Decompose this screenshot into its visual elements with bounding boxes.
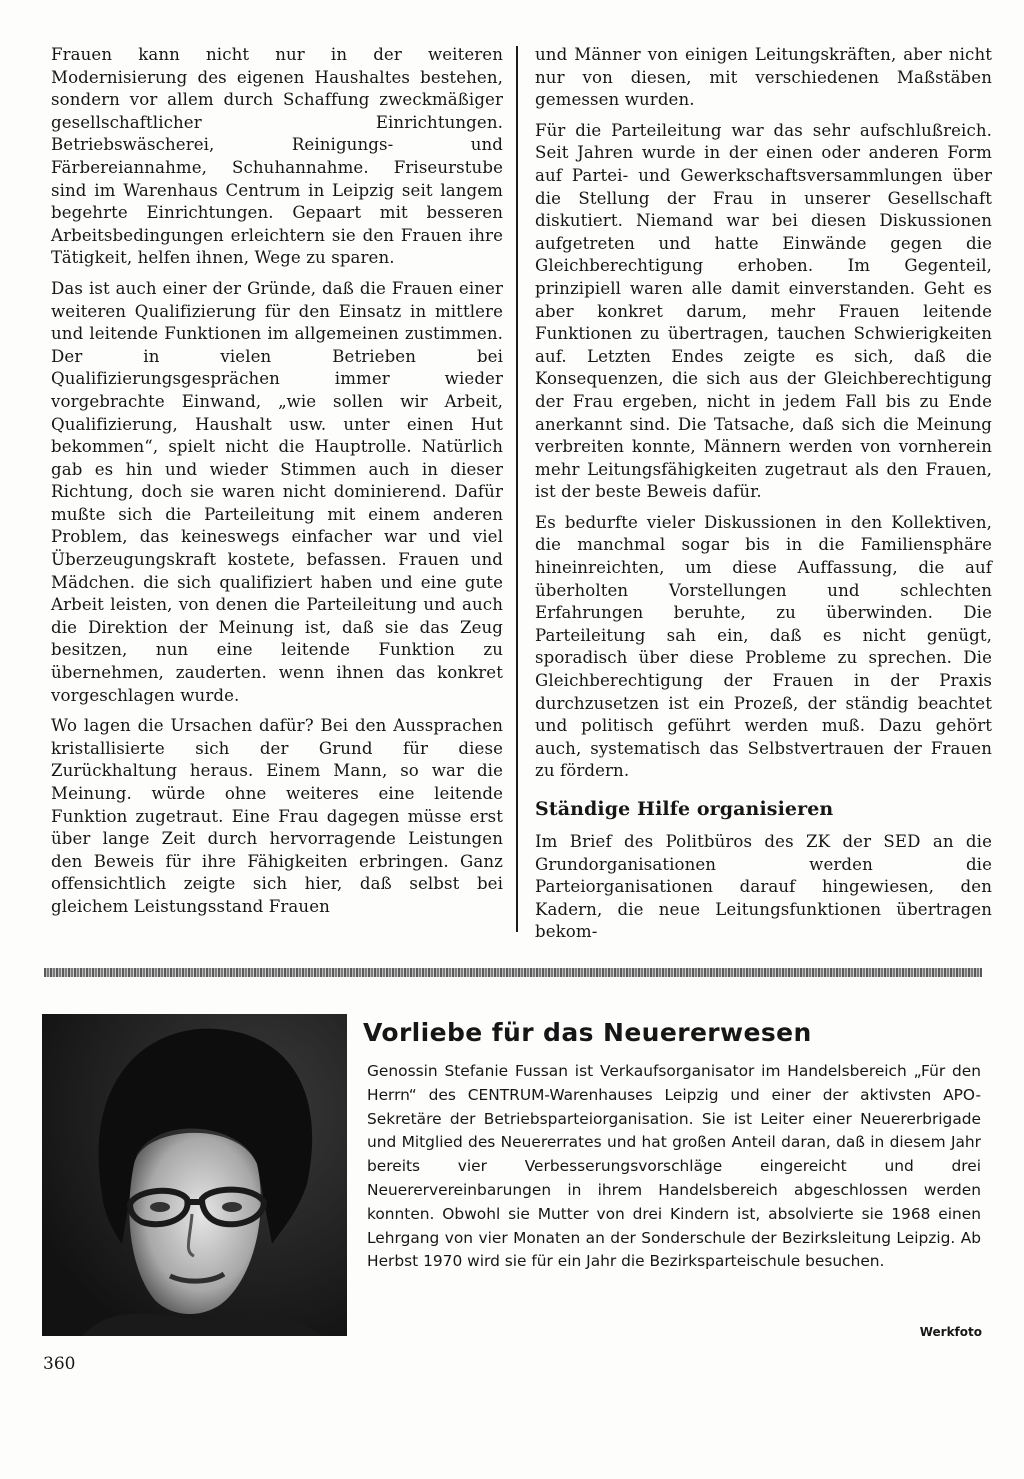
paragraph: Das ist auch einer der Gründe, daß die Frauen einer weiteren Qualifizierung für den Einsatz in mittlere und leitende Funktionen im allgemeinen zustimmen. Der in vielen Betrieben bei Qualifizierungsgesprächen immer wieder vorgebrachte Einwand, „wie sollen wir Arbeit, Qualifizierung, Haushalt usw. unter einen Hut bekommen“, spielt nicht die Hauptrolle. Natürlich gab es hin und wieder Stimmen auch in dieser Richtung, doch sie waren nicht dominierend. Dafür mußte sich die Parteileitung mit einem anderen Problem, das keineswegs einfacher war und viel Überzeugungskraft kostete, befassen. Frauen und Mädchen. die sich qualifiziert haben und eine gute Arbeit leisten, von denen die Parteileitung und auch die Direktion der Meinung ist, daß sie das Zeug besitzen, nun eine leitende Funktion zu übernehmen, zauderten. wenn ihnen das konkret vorgeschlagen wurde. <box>51 278 503 705</box>
portrait-image <box>42 1014 347 1336</box>
page-number: 360 <box>43 1354 76 1374</box>
portrait-photo <box>42 1014 347 1336</box>
photo-credit: Werkfoto <box>919 1325 982 1339</box>
box-text: Genossin Stefanie Fussan ist Verkaufsorganisator im Handelsbereich „Für den Herrn“ des CENTRUM-Warenhauses Leipzig und einer der aktivsten APO-Sekretäre der Betriebsparteiorganisation. Sie ist Leiter einer Neuererbrigade und Mitglied des Neuererrates und hat großen Anteil daran, daß in diesem Jahr bereits vier Verbesserungsvorschläge eingereicht und drei Neuerervereinbarungen in ihrem Handelsbereich abgeschlossen werden konnten. Obwohl sie Mutter von drei Kindern ist, absolvierte sie 1968 einen Lehrgang von vier Monaten an der Sonderschule der Bezirksleitung Leipzig. Ab Herbst 1970 wird sie für ein Jahr die Bezirksparteischule besuchen. <box>367 1062 981 1271</box>
paragraph: und Männer von einigen Leitungskräften, aber nicht nur von diesen, mit verschiedenen Maßstäben gemessen wurden. <box>535 45 992 110</box>
paragraph: Für die Parteileitung war das sehr aufschlußreich. Seit Jahren wurde in der einen oder anderen Form auf Partei- und Gewerkschaftsversammlungen über die Stellung der Frau in unserer Gesellschaft diskutiert. Niemand war bei diesen Diskussionen aufgetreten und hatte Einwände gegen die Gleichberechtigung erhoben. Im Gegenteil, prinzipiell waren alle damit einverstanden. Geht es aber konkret darum, mehr Frauen leitende Funktionen zu übertragen, tauchen Schwierigkeiten auf. Letzten Endes zeigte es sich, daß die Konsequenzen, die sich aus der Gleichberechtigung der Frau ergeben, nicht in jedem Fall bis zu Ende anerkannt sind. Die Tatsache, daß sich die Meinung verbreiten konnte, Männern werden von vornherein mehr Leitungsfähigkeiten zugetraut als den Frauen, ist der beste Beweis dafür. <box>535 120 992 502</box>
right-text-column <box>535 44 992 952</box>
paragraph: Im Brief des Politbüros des ZK der SED an die Grundorganisationen werden die Parteiorganisationen darauf hingewiesen, den Kadern, die neue Leitungsfunktionen übertragen bekom- <box>535 832 992 942</box>
box-title: Vorliebe für das Neuererwesen <box>363 1018 812 1047</box>
paragraph: Wo lagen die Ursachen dafür? Bei den Aussprachen kristallisierte sich der Grund für diese Zurückhaltung heraus. Einem Mann, so war die Meinung. würde ohne weiteres eine leitende Funktion zugetraut. Eine Frau dagegen müsse erst über lange Zeit durch hervorragende Leistungen den Beweis für ihre Fähigkeiten erbringen. Ganz offensichtlich zeigte sich hier, daß selbst bei gleichem Leistungsstand Frauen <box>51 716 503 916</box>
section-heading: Ständige Hilfe organisieren <box>535 798 834 820</box>
left-text-column <box>51 44 503 927</box>
paragraph: Es bedurfte vieler Diskussionen in den Kollektiven, die manchmal sogar bis in die Familiensphäre hineinreichten, um diese Auffassung, die auf überholten Vorstellungen und schlechten Erfahrungen beruhte, zu überwinden. Die Parteileitung sah ein, daß es nicht genügt, sporadisch über diese Probleme zu sprechen. Die Gleichberechtigung der Frauen in der Praxis durchzusetzen ist ein Prozeß, der ständig beachtet und politisch geführt werden muß. Dazu gehört auch, systematisch das Selbstvertrauen der Frauen zu fördern. <box>535 512 992 781</box>
paragraph: Frauen kann nicht nur in der weiteren Modernisierung des eigenen Haushaltes bestehen, sondern vor allem durch Schaffung zweckmäßiger gesellschaftlicher Einrichtungen. Betriebswäscherei, Reinigungs- und Färbereiannahme, Schuhannahme. Friseurstube sind im Warenhaus Centrum in Leipzig seit langem begehrte Einrichtungen. Gepaart mit besseren Arbeitsbedingungen erleichtern sie den Frauen ihre Tätigkeit, helfen ihnen, Wege zu sparen. <box>51 45 503 268</box>
column-divider <box>516 46 518 932</box>
separator-band <box>44 968 982 977</box>
